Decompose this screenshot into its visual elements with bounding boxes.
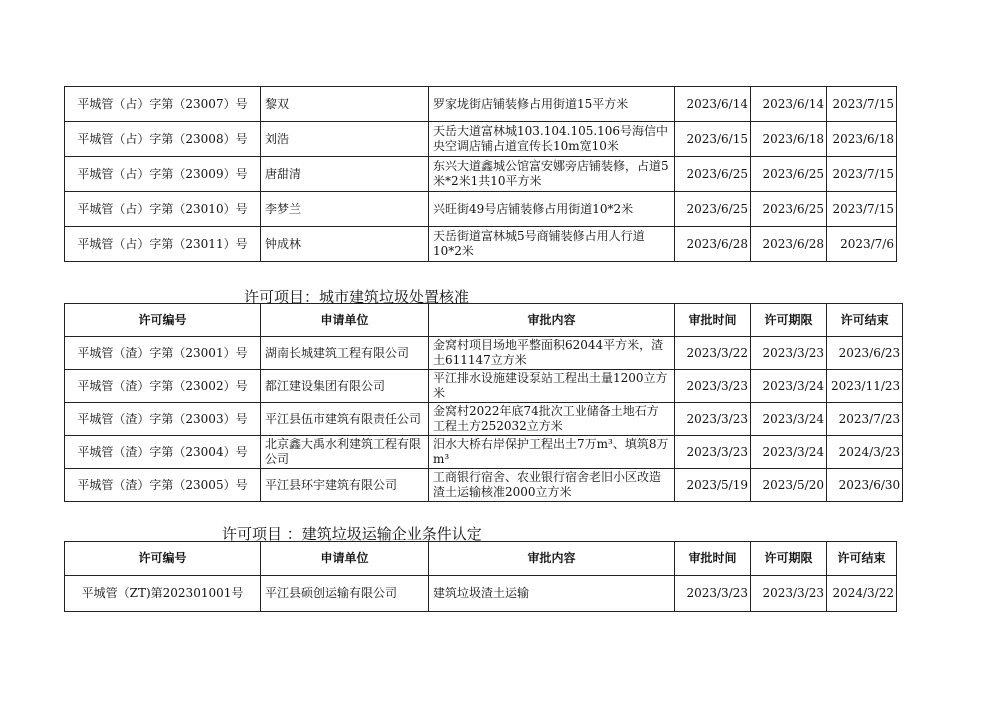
header-approval-content: 审批内容 — [429, 304, 675, 337]
permit-end-cell: 2023/6/30 — [827, 469, 903, 502]
permit-end-cell: 2024/3/23 — [827, 436, 903, 469]
table-header-row — [65, 304, 903, 337]
approval-date-cell: 2023/3/22 — [675, 337, 751, 370]
applicant-cell: 湖南长城建筑工程有限公司 — [261, 337, 429, 370]
permit-end-cell: 2024/3/22 — [827, 576, 897, 612]
permit-number-cell: 平城管（占）字第（23007）号 — [65, 87, 261, 122]
section-title-waste-transport-qualification: 许可项目 ：建筑垃圾运输企业条件认定 — [222, 525, 482, 543]
permit-start-cell: 2023/6/18 — [751, 122, 827, 157]
header-applicant: 申请单位 — [261, 304, 429, 337]
header-approval-content: 审批内容 — [429, 542, 675, 576]
approval-content-cell: 兴旺街49号店铺装修占用街道10*2米 — [429, 192, 675, 227]
permit-start-cell: 2023/5/20 — [751, 469, 827, 502]
permit-start-cell: 2023/6/28 — [751, 227, 827, 262]
permit-start-cell: 2023/6/25 — [751, 157, 827, 192]
applicant-cell: 刘浩 — [261, 122, 429, 157]
approval-content-cell: 建筑垃圾渣土运输 — [429, 576, 675, 612]
table-row — [65, 576, 897, 612]
applicant-cell: 平江县伍市建筑有限责任公司 — [261, 403, 429, 436]
approval-content-cell: 天岳街道富林城5号商铺装修占用人行道10*2米 — [429, 227, 675, 262]
permit-end-cell: 2023/11/23 — [827, 370, 903, 403]
approval-date-cell: 2023/3/23 — [675, 370, 751, 403]
permit-start-cell: 2023/6/14 — [751, 87, 827, 122]
permit-start-cell: 2023/3/24 — [751, 370, 827, 403]
approval-content-cell: 金窝村2022年底74批次工业储备土地石方工程土方252032立方米 — [429, 403, 675, 436]
approval-date-cell: 2023/3/23 — [675, 403, 751, 436]
approval-content-cell: 罗家垅街店铺装修占用街道15平方米 — [429, 87, 675, 122]
table-row — [65, 157, 897, 192]
permit-end-cell: 2023/7/15 — [827, 87, 897, 122]
permit-number-cell: 平城管（渣）字第（23004）号 — [65, 436, 261, 469]
permit-start-cell: 2023/3/24 — [751, 436, 827, 469]
permit-number-cell: 平城管（渣）字第（23003）号 — [65, 403, 261, 436]
permit-number-cell: 平城管（渣）字第（23002）号 — [65, 370, 261, 403]
applicant-cell: 李梦兰 — [261, 192, 429, 227]
permit-number-cell: 平城管（占）字第（23009）号 — [65, 157, 261, 192]
header-applicant: 申请单位 — [261, 542, 429, 576]
approval-content-cell: 天岳大道富林城103.104.105.106号海信中央空调店铺占道宣传长10m宽10米 — [429, 122, 675, 157]
approval-date-cell: 2023/6/25 — [675, 192, 751, 227]
table-row — [65, 403, 903, 436]
permit-number-cell: 平城管（ZT)第202301001号 — [65, 576, 261, 612]
header-permit-end: 许可结束 — [827, 542, 897, 576]
applicant-cell: 黎双 — [261, 87, 429, 122]
permit-end-cell: 2023/7/23 — [827, 403, 903, 436]
approval-date-cell: 2023/6/28 — [675, 227, 751, 262]
approval-content-cell: 金窝村项目场地平整面积62044平方米，渣土611147立方米 — [429, 337, 675, 370]
permit-number-cell: 平城管（占）字第（23011）号 — [65, 227, 261, 262]
table-row — [65, 192, 897, 227]
section-title-construction-waste-disposal: 许可项目：城市建筑垃圾处置核准 — [244, 288, 470, 306]
table-row — [65, 469, 903, 502]
permit-number-cell: 平城管（占）字第（23008）号 — [65, 122, 261, 157]
permit-number-cell: 平城管（渣）字第（23001）号 — [65, 337, 261, 370]
header-permit-end: 许可结束 — [827, 304, 903, 337]
applicant-cell: 平江县硕创运输有限公司 — [261, 576, 429, 612]
road-occupation-table — [64, 86, 897, 262]
approval-date-cell: 2023/3/23 — [675, 436, 751, 469]
waste-disposal-table — [64, 303, 903, 502]
permit-end-cell: 2023/7/6 — [827, 227, 897, 262]
approval-content-cell: 工商银行宿舍、农业银行宿舍老旧小区改造渣土运输核准2000立方米 — [429, 469, 675, 502]
permit-start-cell: 2023/3/23 — [751, 576, 827, 612]
permit-end-cell: 2023/7/15 — [827, 157, 897, 192]
approval-date-cell: 2023/6/25 — [675, 157, 751, 192]
permit-start-cell: 2023/3/23 — [751, 337, 827, 370]
header-permit-number: 许可编号 — [65, 542, 261, 576]
permit-start-cell: 2023/6/25 — [751, 192, 827, 227]
approval-content-cell: 东兴大道鑫城公馆富安娜旁店铺装修，占道5米*2米1共10平方米 — [429, 157, 675, 192]
applicant-cell: 钟成林 — [261, 227, 429, 262]
permit-end-cell: 2023/6/18 — [827, 122, 897, 157]
applicant-cell: 平江县环宇建筑有限公司 — [261, 469, 429, 502]
approval-date-cell: 2023/6/15 — [675, 122, 751, 157]
header-permit-start: 许可期限 — [751, 304, 827, 337]
applicant-cell: 唐甜清 — [261, 157, 429, 192]
permit-end-cell: 2023/6/23 — [827, 337, 903, 370]
approval-date-cell: 2023/5/19 — [675, 469, 751, 502]
header-permit-number: 许可编号 — [65, 304, 261, 337]
table-row — [65, 87, 897, 122]
waste-transport-table — [64, 541, 897, 612]
applicant-cell: 都江建设集团有限公司 — [261, 370, 429, 403]
applicant-cell: 北京鑫大禹水利建筑工程有限公司 — [261, 436, 429, 469]
approval-date-cell: 2023/6/14 — [675, 87, 751, 122]
table-row — [65, 436, 903, 469]
permit-number-cell: 平城管（渣）字第（23005）号 — [65, 469, 261, 502]
table-row — [65, 122, 897, 157]
permit-start-cell: 2023/3/24 — [751, 403, 827, 436]
permit-end-cell: 2023/7/15 — [827, 192, 897, 227]
header-approval-date: 审批时间 — [675, 542, 751, 576]
header-approval-date: 审批时间 — [675, 304, 751, 337]
header-permit-start: 许可期限 — [751, 542, 827, 576]
approval-date-cell: 2023/3/23 — [675, 576, 751, 612]
approval-content-cell: 汨水大桥右岸保护工程出土7万m³、填筑8万m³ — [429, 436, 675, 469]
table-row — [65, 227, 897, 262]
table-row — [65, 370, 903, 403]
table-row — [65, 337, 903, 370]
approval-content-cell: 平江排水设施建设泵站工程出土量1200立方米 — [429, 370, 675, 403]
permit-number-cell: 平城管（占）字第（23010）号 — [65, 192, 261, 227]
table-header-row — [65, 542, 897, 576]
